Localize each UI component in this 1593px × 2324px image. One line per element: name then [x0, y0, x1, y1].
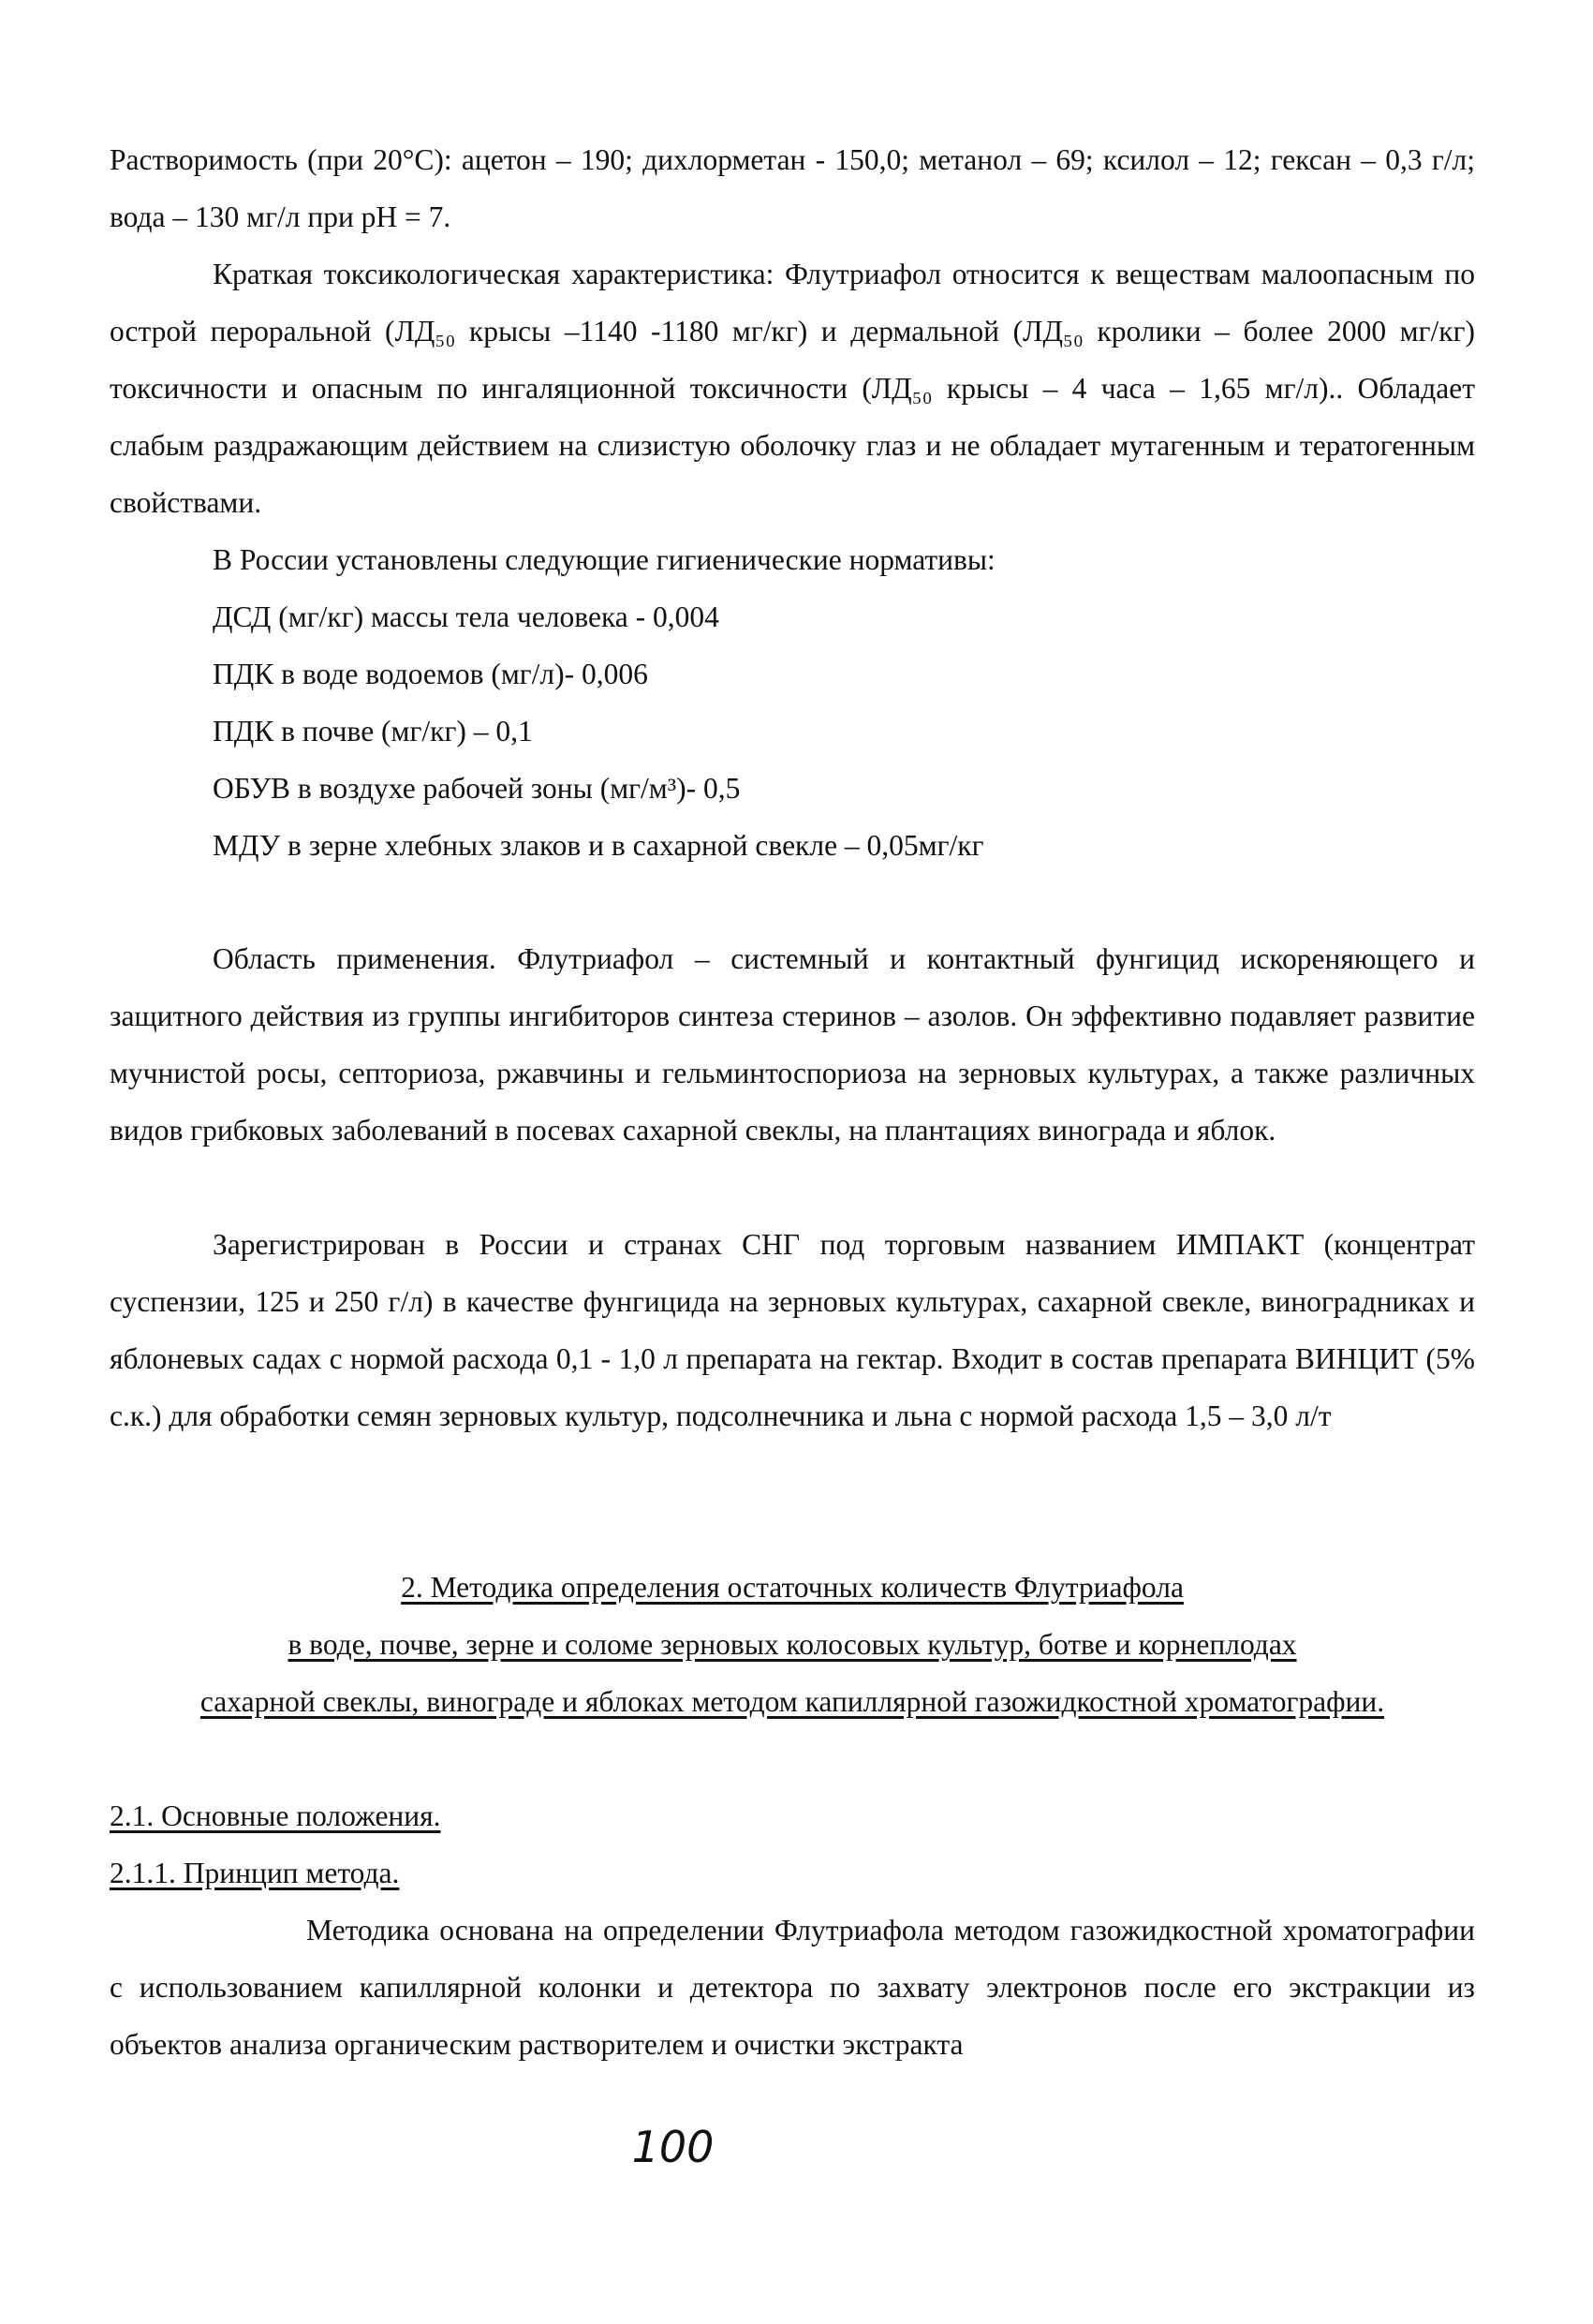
solubility-paragraph: Растворимость (при 20°С): ацетон – 190; дихлорметан - 150,0; метанол – 69; ксилол – 12; гексан – 0,3 г/л; вода – 130 мг/л при pH = 7. — [110, 143, 1475, 233]
norms-intro: В России установлены следующие гигиенические нормативы: — [213, 543, 996, 576]
norms-list — [110, 531, 1475, 874]
norm-item: ДСД (мг/кг) массы тела человека - 0,004 — [213, 600, 719, 633]
norm-item: ПДК в воде водоемов (мг/л)- 0,006 — [213, 658, 648, 690]
norm-item: МДУ в зерне хлебных злаков и в сахарной свекле – 0,05мг/кг — [213, 829, 984, 862]
subsubsection-heading: 2.1.1. Принцип метода. — [110, 1857, 400, 1889]
section-title-line-3: сахарной свеклы, винограде и яблоках методом капиллярной газожидкостной хроматографии. — [199, 1685, 1385, 1718]
norm-item: ОБУВ в воздухе рабочей зоны (мг/м³)- 0,5 — [213, 772, 741, 805]
norm-item: ПДК в почве (мг/кг) – 0,1 — [213, 715, 533, 748]
application-paragraph: Область применения. Флутриафол – системный и контактный фунгицид искореняющего и защитного действия из группы ингибиторов синтеза стеринов – азолов. Он эффективно подавляет развитие мучнистой росы, септориоза, ржавчины и гельминтоспориоза на зерновых культурах, а также различных видов грибковых заболеваний в посевах сахарной свеклы, на плантациях винограда и яблок. — [110, 942, 1475, 1147]
principle-paragraph: Методика основана на определении Флутриафола методом газожидкостной хроматографии с использованием капиллярной колонки и детектора по захвату электронов после его экстракции из объектов анализа органическим растворителем и очистки экстракта — [110, 1914, 1475, 2061]
page-number: 100 — [631, 2122, 715, 2172]
registration-paragraph: Зарегистрирован в России и странах СНГ под торговым названием ИМПАКТ (концентрат суспензии, 125 и 250 г/л) в качестве фунгицида на зерновых культурах, сахарной свекле, виноградниках и яблоневых садах с нормой расхода 0,1 - 1,0 л препарата на гектар. Входит в состав препарата ВИНЦИТ (5% с.к.) для обработки семян зерновых культур, подсолнечника и льна с нормой расхода 1,5 – 3,0 л/т — [110, 1228, 1475, 1432]
toxicology-paragraph: Краткая токсикологическая характеристика: Флутриафол относится к веществам малоопасным по острой пероральной (ЛД₅₀ крысы –1140 -1180 мг/кг) и дермальной (ЛД₅₀ кролики – более 2000 мг/кг) токсичности и опасным по ингаляционной токсичности (ЛД₅₀ крысы – 4 часа – 1,65 мг/л).. Обладает слабым раздражающим действием на слизистую оболочку глаз и не обладает мутагенным и тератогенным свойствами. — [110, 258, 1475, 519]
section-title-line-1: 2. Методика определения остаточных количеств Флутриафола — [401, 1571, 1184, 1604]
section-title-line-2: в воде, почве, зерне и соломе зерновых колосовых культур, ботве и корнеплодах — [288, 1628, 1297, 1661]
subsection-heading: 2.1. Основные положения. — [110, 1799, 441, 1832]
